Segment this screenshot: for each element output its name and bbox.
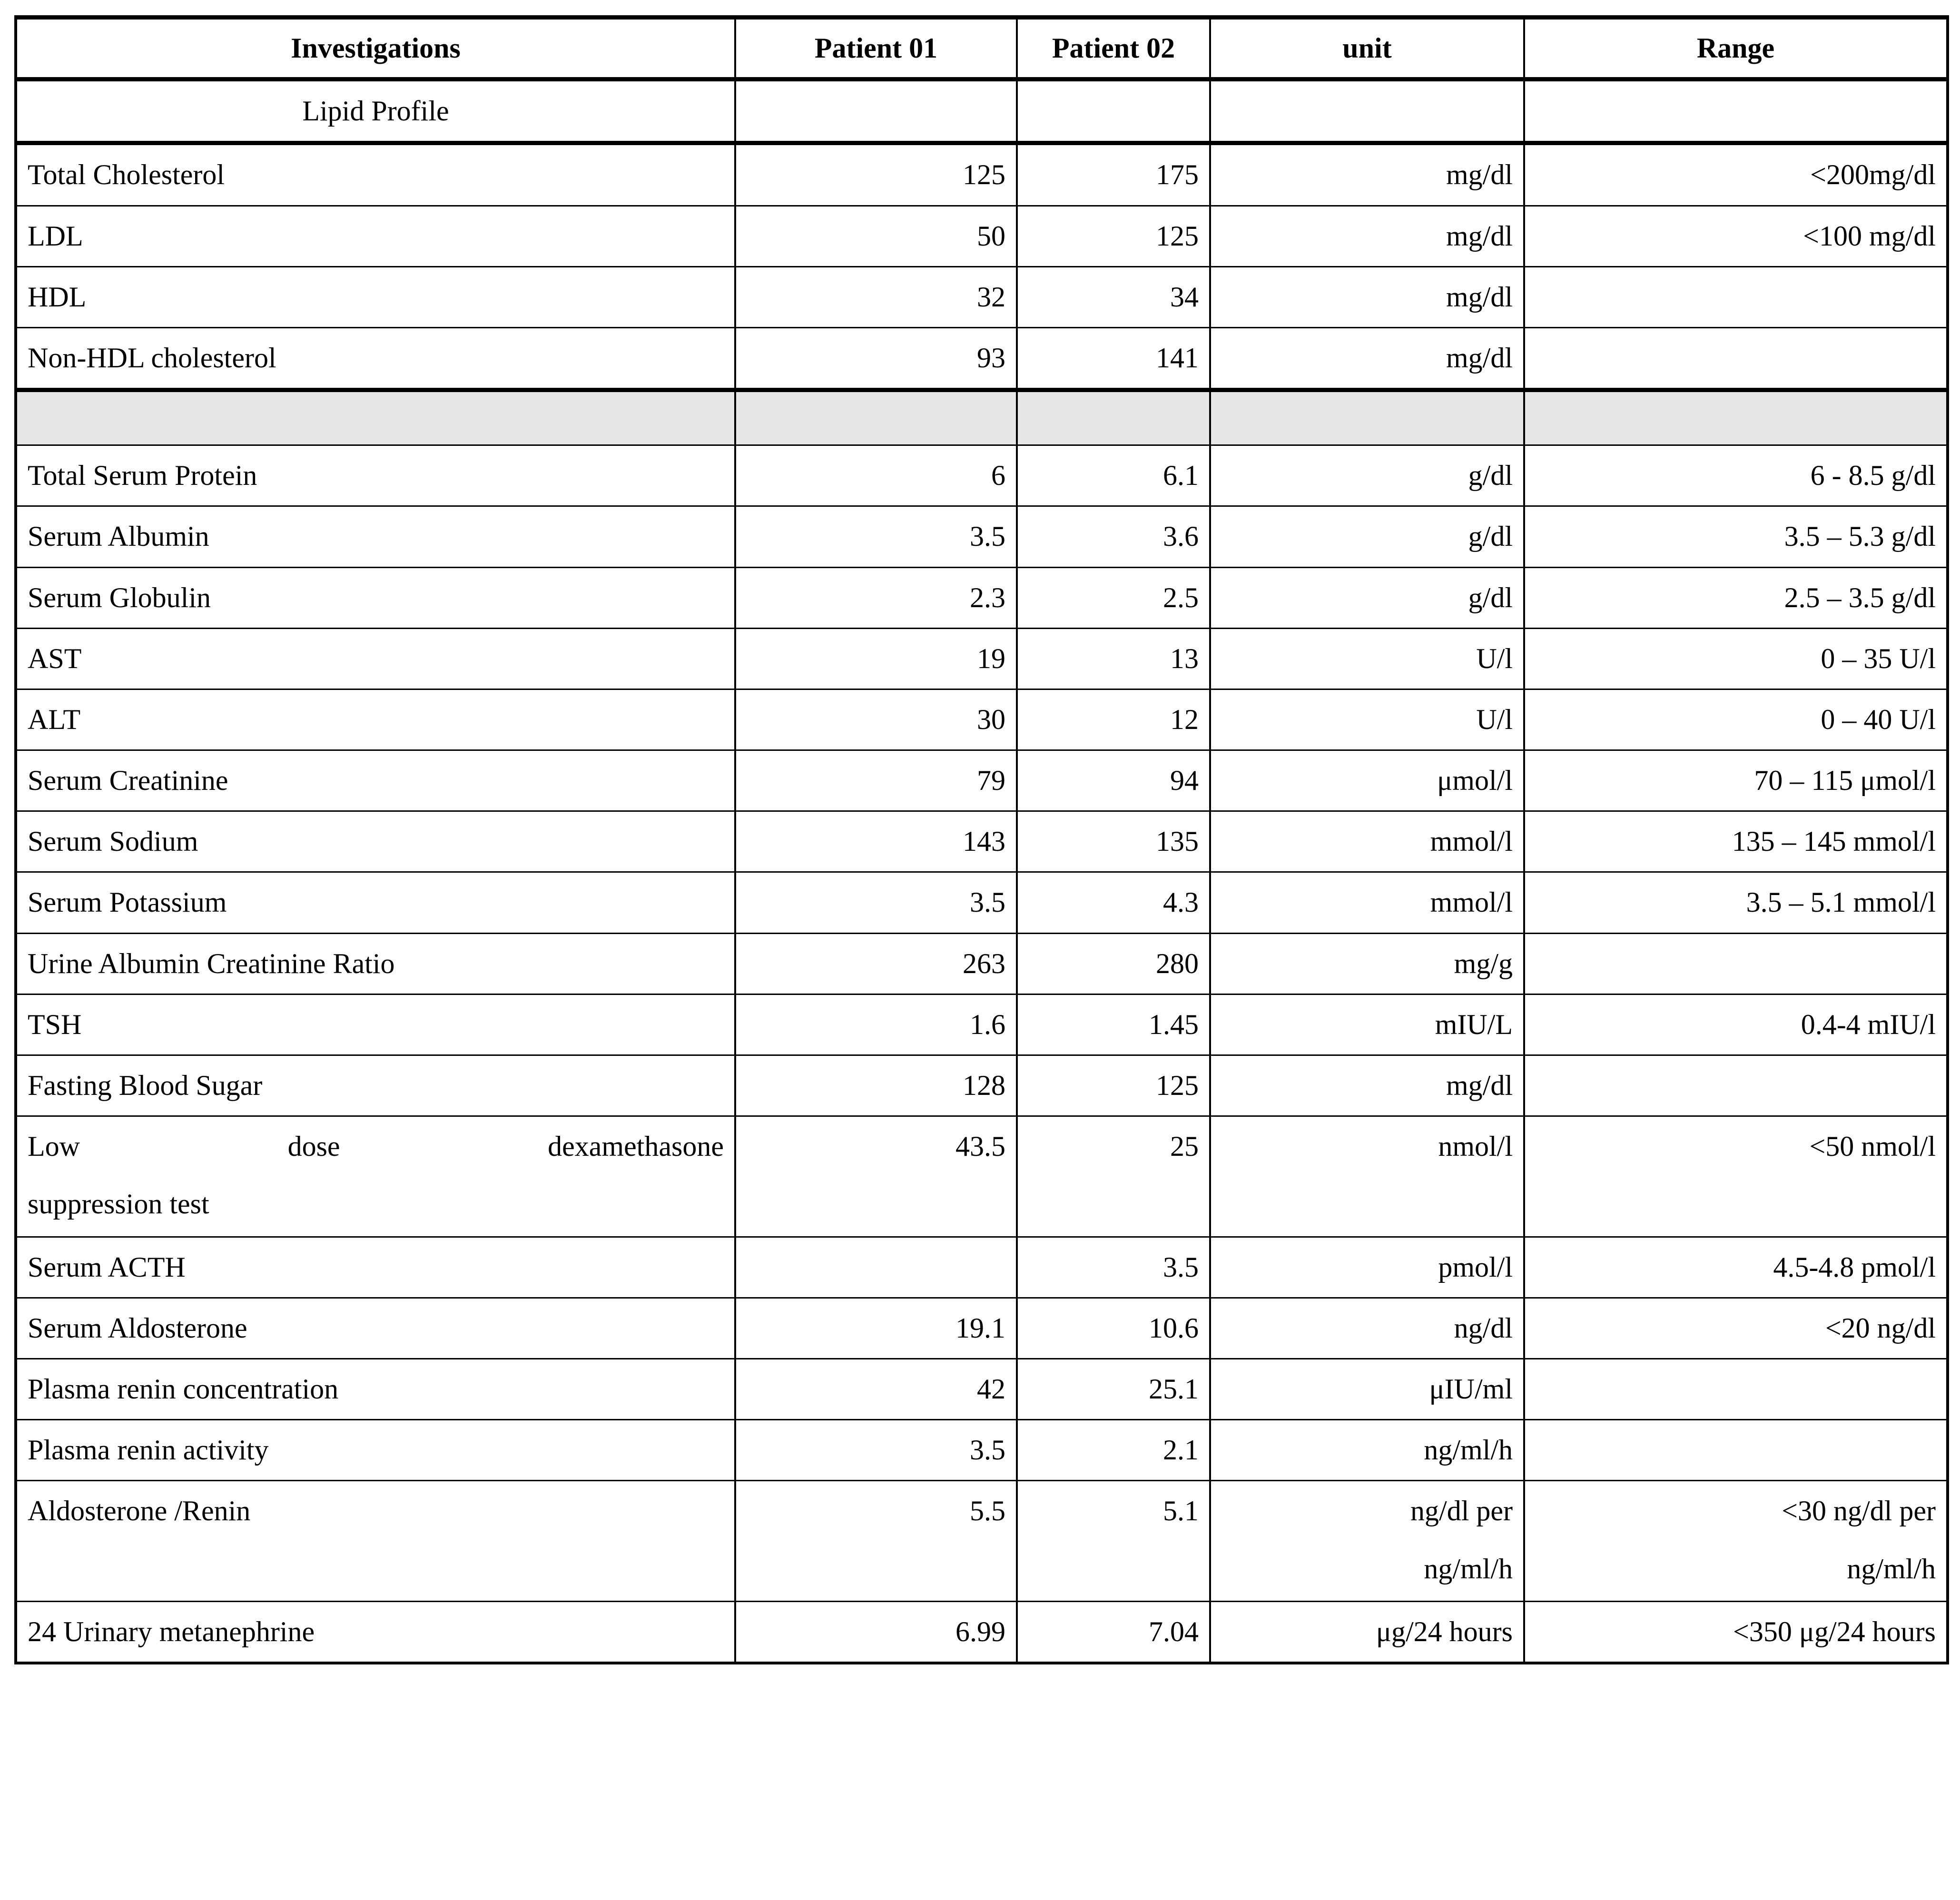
cell-patient-02-value: 2.1 [1017, 1420, 1210, 1481]
table-body [16, 79, 1948, 1663]
cell-range: 70 – 115 μmol/l [1524, 750, 1948, 811]
cell-unit: mmol/l [1210, 872, 1524, 933]
range-line-2: ng/ml/h [1847, 1553, 1936, 1585]
cell-patient-01-value: 5.5 [735, 1481, 1017, 1601]
cell-patient-01-value: 19.1 [735, 1298, 1017, 1359]
table-row [16, 1237, 1948, 1298]
cell-investigation: Serum Aldosterone [16, 1298, 735, 1359]
cell-range: 0 – 35 U/l [1524, 628, 1948, 689]
cell-investigation: Serum ACTH [16, 1237, 735, 1298]
cell-patient-01-value: 125 [735, 143, 1017, 206]
cell-unit: g/dl [1210, 445, 1524, 506]
cell-range [1524, 327, 1948, 390]
lab-results-table-container [14, 15, 1946, 1664]
cell-investigation: Serum Potassium [16, 872, 735, 933]
cell-investigation: Urine Albumin Creatinine Ratio [16, 933, 735, 994]
cell-unit: mg/dl [1210, 143, 1524, 206]
cell-investigation: Plasma renin concentration [16, 1359, 735, 1419]
lab-results-table [14, 15, 1949, 1664]
cell-investigation: Plasma renin activity [16, 1420, 735, 1481]
table-row [16, 1359, 1948, 1419]
cell-unit: ng/dl [1210, 1298, 1524, 1359]
cell-unit: g/dl [1210, 506, 1524, 567]
cell-unit: mg/dl [1210, 266, 1524, 327]
table-row [16, 1298, 1948, 1359]
cell-patient-02-value: 25 [1017, 1116, 1210, 1237]
cell-investigation: Serum Albumin [16, 506, 735, 567]
cell-unit: mg/g [1210, 933, 1524, 994]
cell-range: 0 – 40 U/l [1524, 689, 1948, 750]
table-row [16, 1055, 1948, 1116]
table-row [16, 628, 1948, 689]
table-row [16, 206, 1948, 266]
investigation-label-word: Low [28, 1131, 80, 1162]
cell-unit: μIU/ml [1210, 1359, 1524, 1419]
cell-patient-01-value: 2.3 [735, 567, 1017, 628]
section-empty-patient-02 [1017, 79, 1210, 143]
cell-patient-01-value: 93 [735, 327, 1017, 390]
cell-patient-02-value: 13 [1017, 628, 1210, 689]
cell-patient-01-value: 32 [735, 266, 1017, 327]
cell-unit: mg/dl [1210, 327, 1524, 390]
cell-patient-02-value: 34 [1017, 266, 1210, 327]
cell-investigation: AST [16, 628, 735, 689]
cell-patient-01-value: 263 [735, 933, 1017, 994]
cell-patient-01-value: 3.5 [735, 872, 1017, 933]
cell-investigation: HDL [16, 266, 735, 327]
spacer-cell [735, 390, 1017, 445]
cell-investigation: ALT [16, 689, 735, 750]
table-header-row [16, 18, 1948, 79]
cell-investigation: 24 Urinary metanephrine [16, 1601, 735, 1663]
table-row [16, 445, 1948, 506]
cell-investigation: Non-HDL cholesterol [16, 327, 735, 390]
cell-patient-01-value: 42 [735, 1359, 1017, 1419]
investigation-label-line-2: suppression test [28, 1188, 209, 1220]
cell-range: 135 – 145 mmol/l [1524, 811, 1948, 872]
cell-patient-02-value: 280 [1017, 933, 1210, 994]
cell-patient-02-value: 4.3 [1017, 872, 1210, 933]
cell-patient-01-value: 3.5 [735, 1420, 1017, 1481]
cell-unit: g/dl [1210, 567, 1524, 628]
cell-range: <50 nmol/l [1524, 1116, 1948, 1237]
cell-unit: μmol/l [1210, 750, 1524, 811]
cell-patient-01-value: 50 [735, 206, 1017, 266]
cell-range [1524, 1481, 1948, 1601]
cell-patient-02-value: 141 [1017, 327, 1210, 390]
cell-patient-02-value: 10.6 [1017, 1298, 1210, 1359]
cell-unit [1210, 1481, 1524, 1601]
cell-patient-01-value: 79 [735, 750, 1017, 811]
cell-investigation: Aldosterone /Renin [16, 1481, 735, 1601]
cell-investigation: Serum Sodium [16, 811, 735, 872]
section-empty-unit [1210, 79, 1524, 143]
table-row [16, 1420, 1948, 1481]
cell-patient-01-value: 1.6 [735, 994, 1017, 1055]
column-header-unit: unit [1210, 18, 1524, 79]
cell-investigation [16, 1116, 735, 1237]
investigation-label-line-1 [28, 1129, 724, 1164]
column-header-patient-01: Patient 01 [735, 18, 1017, 79]
cell-patient-02-value: 25.1 [1017, 1359, 1210, 1419]
cell-range: 3.5 – 5.1 mmol/l [1524, 872, 1948, 933]
cell-range [1524, 1420, 1948, 1481]
spacer-cell [16, 390, 735, 445]
cell-unit: mmol/l [1210, 811, 1524, 872]
cell-unit: mg/dl [1210, 1055, 1524, 1116]
cell-range: <200mg/dl [1524, 143, 1948, 206]
cell-patient-01-value: 19 [735, 628, 1017, 689]
cell-range [1524, 266, 1948, 327]
table-row [16, 1116, 1948, 1237]
cell-investigation: Serum Creatinine [16, 750, 735, 811]
cell-patient-02-value: 125 [1017, 206, 1210, 266]
cell-range: <350 μg/24 hours [1524, 1601, 1948, 1663]
cell-range [1524, 1359, 1948, 1419]
cell-patient-01-value: 6.99 [735, 1601, 1017, 1663]
cell-patient-01-value: 30 [735, 689, 1017, 750]
cell-patient-01-value: 6 [735, 445, 1017, 506]
table-row [16, 811, 1948, 872]
range-line-1: <30 ng/dl per [1782, 1495, 1936, 1527]
table-row [16, 1481, 1948, 1601]
unit-line-1: ng/dl per [1410, 1495, 1513, 1527]
investigation-label-word: dose [287, 1131, 340, 1162]
cell-range: 0.4-4 mIU/l [1524, 994, 1948, 1055]
cell-patient-02-value: 7.04 [1017, 1601, 1210, 1663]
column-header-investigations: Investigations [16, 18, 735, 79]
cell-range: 3.5 – 5.3 g/dl [1524, 506, 1948, 567]
table-row [16, 750, 1948, 811]
cell-patient-02-value: 12 [1017, 689, 1210, 750]
cell-unit: U/l [1210, 689, 1524, 750]
table-row [16, 327, 1948, 390]
cell-patient-02-value: 2.5 [1017, 567, 1210, 628]
cell-investigation: Total Serum Protein [16, 445, 735, 506]
cell-patient-02-value: 5.1 [1017, 1481, 1210, 1601]
cell-range [1524, 933, 1948, 994]
cell-unit: pmol/l [1210, 1237, 1524, 1298]
table-row [16, 143, 1948, 206]
cell-patient-02-value: 1.45 [1017, 994, 1210, 1055]
section-header-row [16, 79, 1948, 143]
table-row [16, 1601, 1948, 1663]
table-row [16, 933, 1948, 994]
cell-unit: U/l [1210, 628, 1524, 689]
cell-patient-01-value: 43.5 [735, 1116, 1017, 1237]
cell-range: 6 - 8.5 g/dl [1524, 445, 1948, 506]
cell-range: 2.5 – 3.5 g/dl [1524, 567, 1948, 628]
section-title-lipid-profile: Lipid Profile [16, 79, 735, 143]
cell-range [1524, 1055, 1948, 1116]
table-row [16, 506, 1948, 567]
unit-line-2: ng/ml/h [1424, 1553, 1513, 1585]
cell-investigation: LDL [16, 206, 735, 266]
cell-patient-02-value: 3.5 [1017, 1237, 1210, 1298]
cell-range: 4.5-4.8 pmol/l [1524, 1237, 1948, 1298]
spacer-cell [1210, 390, 1524, 445]
cell-unit: μg/24 hours [1210, 1601, 1524, 1663]
cell-unit: mIU/L [1210, 994, 1524, 1055]
cell-patient-02-value: 125 [1017, 1055, 1210, 1116]
table-row [16, 994, 1948, 1055]
cell-patient-01-value: 128 [735, 1055, 1017, 1116]
section-empty-patient-01 [735, 79, 1017, 143]
cell-range: <20 ng/dl [1524, 1298, 1948, 1359]
cell-investigation: Total Cholesterol [16, 143, 735, 206]
column-header-patient-02: Patient 02 [1017, 18, 1210, 79]
section-empty-range [1524, 79, 1948, 143]
table-row [16, 567, 1948, 628]
table-row [16, 266, 1948, 327]
investigation-label-word: dexamethasone [548, 1131, 724, 1162]
cell-patient-02-value: 135 [1017, 811, 1210, 872]
spacer-cell [1017, 390, 1210, 445]
table-row [16, 689, 1948, 750]
section-spacer-row [16, 390, 1948, 445]
cell-patient-02-value: 175 [1017, 143, 1210, 206]
spacer-cell [1524, 390, 1948, 445]
column-header-range: Range [1524, 18, 1948, 79]
cell-investigation: Fasting Blood Sugar [16, 1055, 735, 1116]
cell-patient-01-value: 3.5 [735, 506, 1017, 567]
cell-patient-01-value [735, 1237, 1017, 1298]
cell-investigation: TSH [16, 994, 735, 1055]
cell-patient-02-value: 3.6 [1017, 506, 1210, 567]
cell-patient-02-value: 94 [1017, 750, 1210, 811]
cell-unit: mg/dl [1210, 206, 1524, 266]
cell-unit: ng/ml/h [1210, 1420, 1524, 1481]
cell-range: <100 mg/dl [1524, 206, 1948, 266]
cell-patient-01-value: 143 [735, 811, 1017, 872]
table-row [16, 872, 1948, 933]
cell-patient-02-value: 6.1 [1017, 445, 1210, 506]
cell-investigation: Serum Globulin [16, 567, 735, 628]
cell-unit: nmol/l [1210, 1116, 1524, 1237]
